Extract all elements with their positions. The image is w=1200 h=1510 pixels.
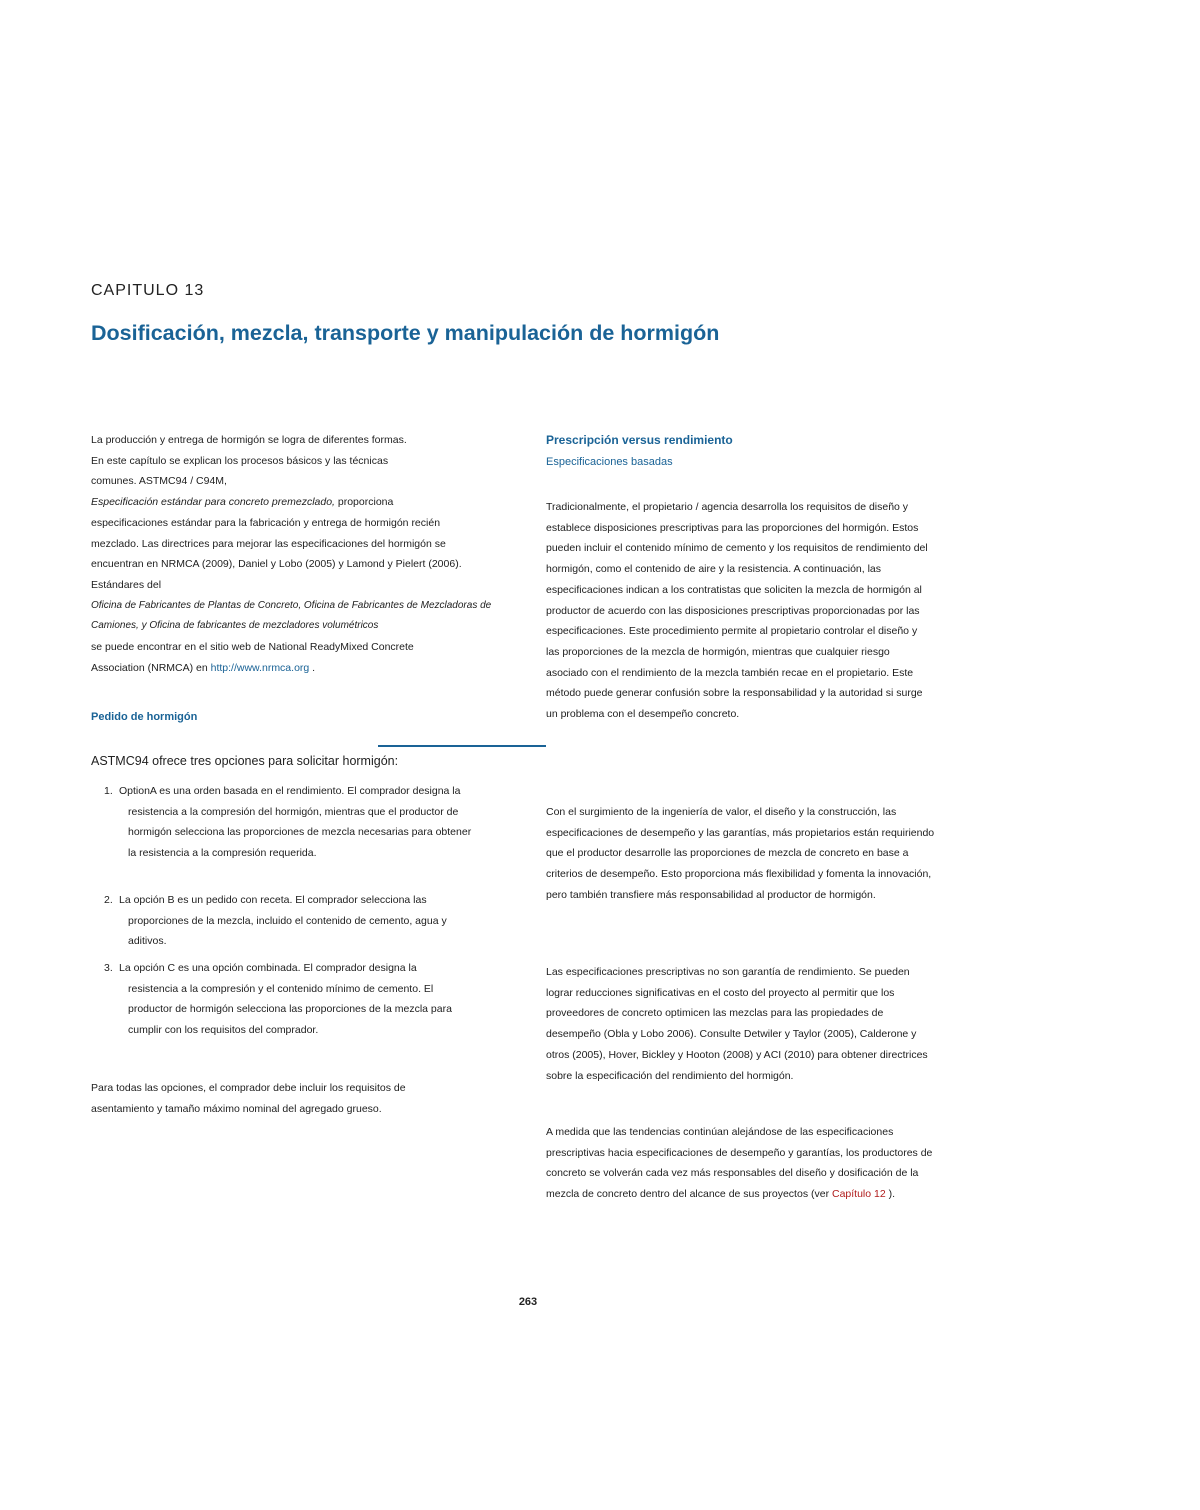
para-line: asociado con el rendimiento de la mezcla también recae en el propietario. Este <box>546 666 914 679</box>
page-number: 263 <box>518 1296 538 1308</box>
option-item <box>104 781 524 864</box>
intro-line: comunes. ASTMC94 / C94M, <box>91 475 227 488</box>
nrmca-link[interactable]: http://www.nrmca.org <box>210 661 310 674</box>
option-item <box>104 958 524 1041</box>
option-line: hormigón selecciona las proporciones de mezcla necesarias para obtener <box>128 826 472 839</box>
para-line: prescriptivas hacia especificaciones de desempeño y garantías, los productores de <box>546 1146 933 1159</box>
para-line: concreto se volverán cada vez más responsables del diseño y dosificación de la <box>546 1167 919 1180</box>
order-heading: Pedido de hormigón <box>91 711 198 723</box>
offices-line: Oficina de Fabricantes de Plantas de Concreto, Oficina de Fabricantes de Mezcladoras de <box>91 599 492 611</box>
intro-line: En este capítulo se explican los procesos básicos y las técnicas <box>91 454 389 467</box>
intro-line: Estándares del <box>91 578 162 591</box>
option-line: la resistencia a la compresión requerida. <box>128 847 317 860</box>
option-line: OptionA es una orden basada en el rendimiento. El comprador designa la <box>119 785 461 797</box>
option-line: proporciones de la mezcla, incluido el contenido de cemento, agua y <box>128 914 447 927</box>
para-line: sobre la especificación del rendimiento del hormigón. <box>546 1069 794 1082</box>
para-line: hormigón, como el contenido de aire y la resistencia. A continuación, las <box>546 563 882 576</box>
intro-line: especificaciones estándar para la fabricación y entrega de hormigón recién <box>91 516 441 529</box>
spec-rest: proporciona <box>334 496 394 509</box>
option-line: resistencia a la compresión del hormigón, mientras que el productor de <box>128 805 459 818</box>
para-line: un problema con el desempeño concreto. <box>546 708 740 721</box>
option-line: aditivos. <box>128 935 167 948</box>
option-line: productor de hormigón selecciona las proporciones de la mezcla para <box>128 1003 452 1016</box>
prescription-paragraph-4 <box>546 1122 976 1205</box>
chapter-label: CAPITULO 13 <box>91 282 205 299</box>
para-line: proveedores de concreto optimicen las mezclas para las propiedades de <box>546 1007 884 1020</box>
intro-line <box>91 658 531 679</box>
para-line: Tradicionalmente, el propietario / agencia desarrolla los requisitos de diseño y <box>546 501 909 513</box>
para-line: lograr reducciones significativas en el costo del proyecto al permitir que los <box>546 986 895 999</box>
spec-title: Especificación estándar para concreto premezclado, <box>91 496 335 509</box>
para-line: Con el surgimiento de la ingeniería de valor, el diseño y la construcción, las <box>546 806 897 818</box>
prescription-heading: Prescripción versus rendimiento <box>546 433 733 447</box>
option-number: 2. <box>104 893 113 906</box>
web-prefix: Association (NRMCA) en <box>91 661 211 674</box>
prescription-paragraph-1 <box>546 497 976 725</box>
para-line: las proporciones de la mezcla de hormigón, mientras que cualquier riesgo <box>546 645 890 658</box>
specs-subheading: Especificaciones basadas <box>546 456 673 468</box>
intro-line: mezclado. Las directrices para mejorar las especificaciones del hormigón se <box>91 537 446 550</box>
para-line: especificaciones. Este procedimiento permite al propietario controlar el diseño y <box>546 625 918 638</box>
intro-line: encuentran en NRMCA (2009), Daniel y Lobo (2005) y Lamond y Pielert (2006). <box>91 558 462 571</box>
para-line: productor de acuerdo con las disposiciones prescriptivas proporcionadas por las <box>546 604 920 617</box>
options-list <box>104 781 524 1041</box>
para-text: mezcla de concreto dentro del alcance de sus proyectos (ver <box>546 1188 832 1201</box>
para-line: desempeño (Obla y Lobo 2006). Consulte Detwiler y Taylor (2005), Calderone y <box>546 1028 917 1041</box>
option-item <box>104 890 524 952</box>
para-line <box>546 1184 976 1205</box>
option-line: cumplir con los requisitos del comprador. <box>128 1024 319 1037</box>
option-number: 1. <box>104 785 113 797</box>
para-line: criterios de desempeño. Esto proporciona más flexibilidad y fomenta la innovación, <box>546 868 932 881</box>
intro-line: La producción y entrega de hormigón se logra de diferentes formas. <box>91 434 407 446</box>
para-line: especificaciones indican a los contratistas que soliciten la mezcla de hormigón al <box>546 583 922 596</box>
para-line: establece disposiciones prescriptivas para las proporciones del hormigón. Estos <box>546 521 919 534</box>
prescription-paragraph-2 <box>546 802 976 906</box>
intro-line <box>91 492 531 513</box>
option-number: 3. <box>104 961 113 974</box>
offices-line: Camiones, y Oficina de fabricantes de mezcladores volumétricos <box>91 620 379 632</box>
para-line: especificaciones de desempeño y las garantías, más propietarios están requiriendo <box>546 826 935 839</box>
web-suffix: . <box>309 661 316 674</box>
option-line: resistencia a la compresión y el contenido mínimo de cemento. El <box>128 982 434 995</box>
para-line: método puede generar confusión sobre la responsabilidad y la autoridad si surge <box>546 687 923 700</box>
intro-line: se puede encontrar en el sitio web de National ReadyMixed Concrete <box>91 641 414 654</box>
para-line: otros (2005), Hover, Bickley y Hooton (2008) y ACI (2010) para obtener directrices <box>546 1048 928 1061</box>
para-line: A medida que las tendencias continúan alejándose de las especificaciones <box>546 1126 894 1138</box>
prescription-paragraph-3 <box>546 962 976 1086</box>
para-line: pero también transfiere más responsabilidad al productor de hormigón. <box>546 888 876 901</box>
para-text: ). <box>885 1188 896 1201</box>
section-divider <box>378 745 546 747</box>
chapter-title: Dosificación, mezcla, transporte y manipulación de hormigón <box>91 321 720 345</box>
closing-line: asentamiento y tamaño máximo nominal del agregado grueso. <box>91 1102 382 1115</box>
para-line: pueden incluir el contenido mínimo de cemento y los requisitos de rendimiento del <box>546 542 928 555</box>
option-line: La opción C es una opción combinada. El comprador designa la <box>119 961 417 974</box>
intro-paragraph <box>91 430 531 678</box>
chapter-12-link[interactable]: Capítulo 12 <box>831 1188 886 1201</box>
para-line: Las especificaciones prescriptivas no son garantía de rendimiento. Se pueden <box>546 966 910 978</box>
option-line: La opción B es un pedido con receta. El comprador selecciona las <box>119 893 427 906</box>
closing-paragraph <box>91 1078 531 1119</box>
para-line: que el productor desarrolle las proporciones de mezcla de concreto en base a <box>546 847 909 860</box>
closing-line: Para todas las opciones, el comprador debe incluir los requisitos de <box>91 1082 406 1094</box>
astm-options-sentence: ASTMC94 ofrece tres opciones para solicitar hormigón: <box>91 754 399 768</box>
